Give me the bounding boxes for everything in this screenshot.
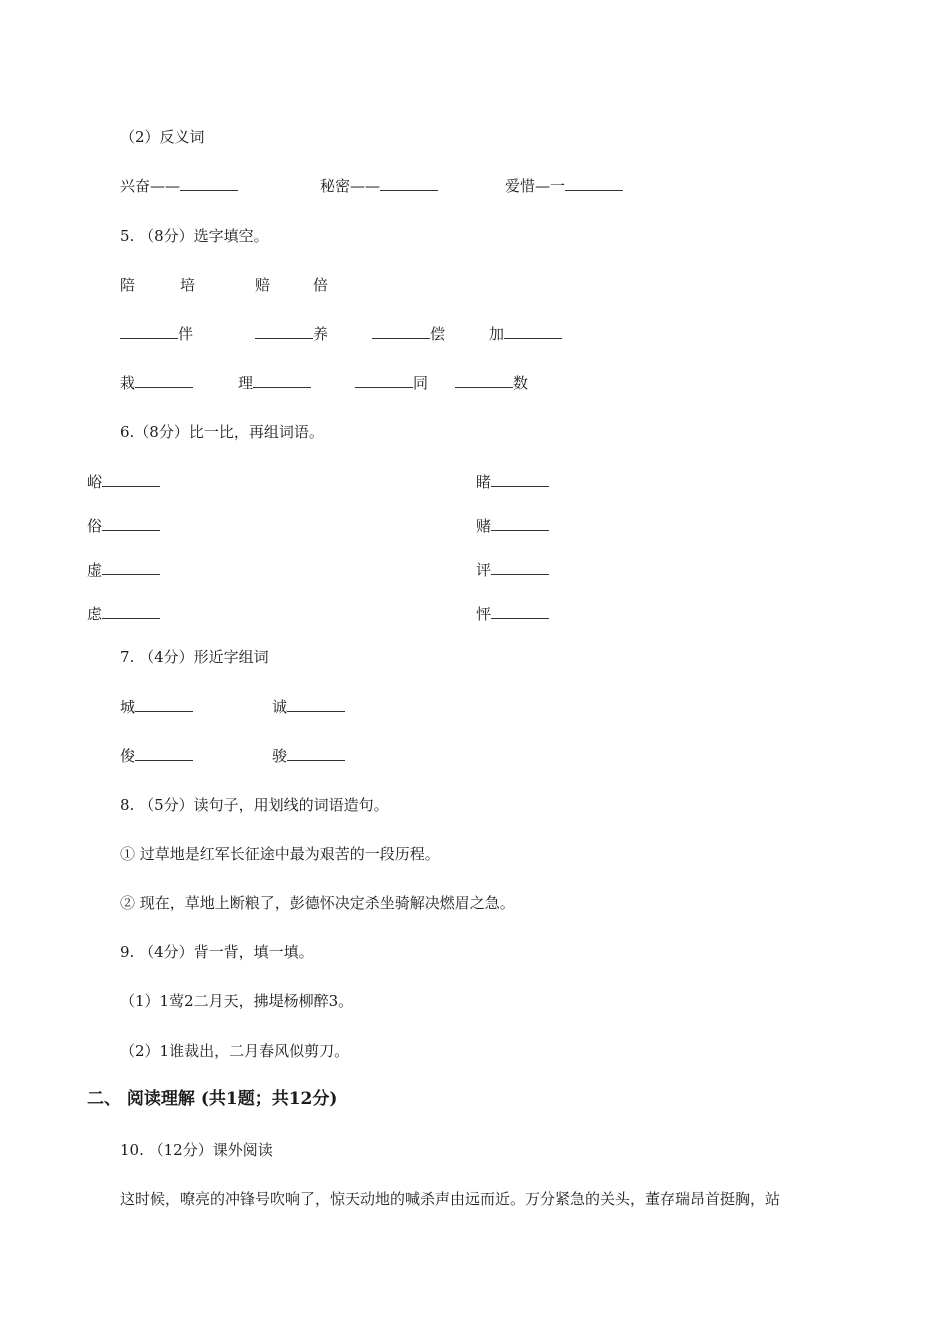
antonym-item: 爱惜—一 [505,176,623,196]
compare-item: 虚 [87,560,160,580]
group-item: 俊 [120,746,193,766]
answer-blank[interactable] [491,560,549,575]
q8-title: 8. （5分）读句子，用划线的词语造句。 [120,796,389,814]
answer-blank[interactable] [135,373,193,388]
answer-blank[interactable] [491,472,549,487]
group-item: 骏 [272,746,345,766]
sentence: ② 现在，草地上断粮了，彭德怀决定杀坐骑解决燃眉之急。 [120,894,515,912]
answer-blank[interactable] [491,604,549,619]
char-choice: 倍 [313,276,329,294]
fill-item: 同 [355,373,428,393]
answer-blank[interactable] [120,324,178,339]
group-item: 诚 [272,697,345,717]
answer-blank[interactable] [455,373,513,388]
answer-blank[interactable] [180,176,238,191]
answer-blank[interactable] [135,746,193,761]
answer-blank[interactable] [372,324,430,339]
answer-blank[interactable] [287,746,345,761]
poem-line: （2）1谁裁出，二月春风似剪刀。 [120,1042,350,1060]
fill-item: 偿 [372,324,445,344]
char-choice: 培 [180,276,196,294]
compare-item: 怦 [476,604,549,624]
compare-item: 赌 [476,516,549,536]
compare-item: 睹 [476,472,549,492]
answer-blank[interactable] [135,697,193,712]
sentence: ① 过草地是红军长征途中最为艰苦的一段历程。 [120,845,440,863]
answer-blank[interactable] [102,472,160,487]
poem-line: （1）1莺2二月天，拂堤杨柳醉3。 [120,992,354,1010]
fill-item: 加 [489,324,562,344]
answer-blank[interactable] [355,373,413,388]
compare-item: 虑 [87,604,160,624]
fill-item: 伴 [120,324,193,344]
q7-title: 7. （4分）形近字组词 [120,648,269,666]
fill-item: 养 [255,324,328,344]
answer-blank[interactable] [255,324,313,339]
answer-blank[interactable] [491,516,549,531]
q4-part2-label: （2）反义词 [120,128,205,146]
answer-blank[interactable] [287,697,345,712]
char-choice: 赔 [255,276,271,294]
antonym-item: 兴奋—— [120,176,238,196]
answer-blank[interactable] [565,176,623,191]
q5-title: 5. （8分）选字填空。 [120,227,269,245]
section-heading: 二、 阅读理解 (共1题；共12分) [87,1089,338,1109]
answer-blank[interactable] [380,176,438,191]
answer-blank[interactable] [102,516,160,531]
q9-title: 9. （4分）背一背，填一填。 [120,943,314,961]
fill-item: 栽 [120,373,193,393]
answer-blank[interactable] [102,560,160,575]
compare-item: 评 [476,560,549,580]
q6-title: 6.（8分）比一比，再组词语。 [120,423,324,441]
compare-item: 峪 [87,472,160,492]
answer-blank[interactable] [253,373,311,388]
group-item: 城 [120,697,193,717]
q10-title: 10. （12分）课外阅读 [120,1141,273,1159]
answer-blank[interactable] [504,324,562,339]
passage-text: 这时候，嘹亮的冲锋号吹响了，惊天动地的喊杀声由远而近。万分紧急的关头，董存瑞昂首挺胸，站 [120,1190,781,1208]
char-choice: 陪 [120,276,136,294]
compare-item: 俗 [87,516,160,536]
fill-item: 数 [455,373,528,393]
fill-item: 理 [238,373,311,393]
answer-blank[interactable] [102,604,160,619]
antonym-item: 秘密—— [320,176,438,196]
